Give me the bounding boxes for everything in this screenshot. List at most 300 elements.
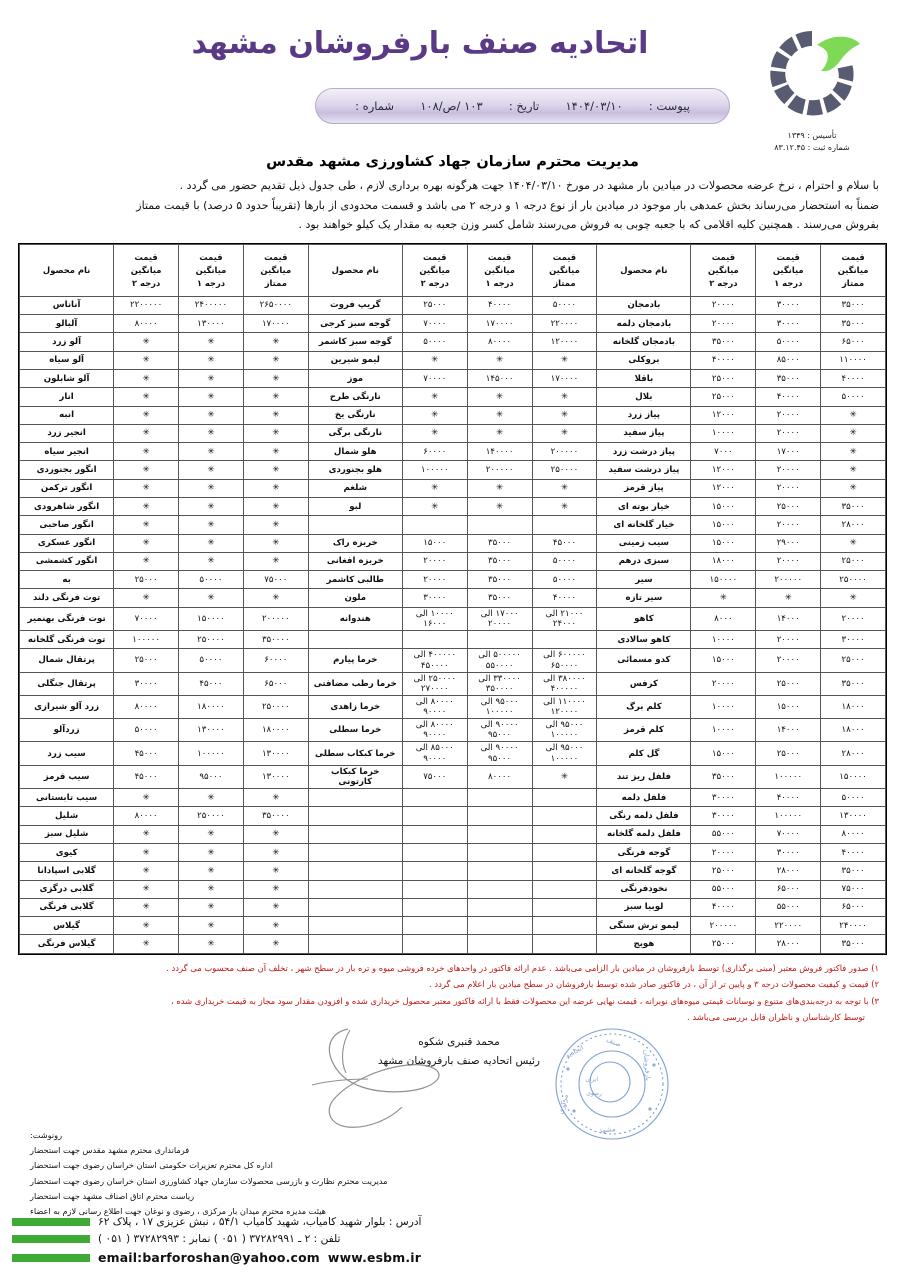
col-header-grade2: قیمت میانگین درجه ۲ [691,244,756,296]
cell-product-name: انگور ترکمن [20,479,114,497]
empty-cell [532,935,597,953]
cell-product-name: به [20,571,114,589]
table-row [20,719,886,742]
table-row [20,825,886,843]
svg-text:مشهد: مشهد [598,1125,617,1136]
cell-price-grade1: ✳ [179,552,244,570]
cell-price-grade2: ۲۰۰۰۰۰ [691,917,756,935]
cell-price-grade2: ۴۰۰۰۰۰ الی ۴۵۰۰۰۰ [402,649,467,672]
cell-price-premium: ۲۵۰۰۰۰ [821,571,886,589]
cell-product-name: گوجه فرنگی [597,843,691,861]
empty-cell [308,807,402,825]
cell-price-grade2: ۷۰۰۰۰ [114,607,179,630]
cell-price-grade2: ۷۰۰۰۰ [402,369,467,387]
cell-price-premium: ✳ [243,862,308,880]
cell-price-grade1: ۳۰۰۰۰ [756,296,821,314]
empty-cell [402,789,467,807]
cell-price-grade2: ۲۰۰۰۰ [691,296,756,314]
cell-price-grade1: ۳۰۰۰۰ [756,315,821,333]
cell-product-name: طالبی کاشمر [308,571,402,589]
cell-product-name: بلال [597,388,691,406]
cell-price-grade2: ۱۵۰۰۰۰ [691,571,756,589]
cell-price-grade2: ۲۰۰۰۰ [402,571,467,589]
cell-price-grade2: ✳ [114,424,179,442]
table-row [20,742,886,765]
cell-price-premium: ۲۴۰۰۰۰ [821,917,886,935]
cell-price-grade2: ۷۰۰۰ [691,443,756,461]
cell-price-premium: ۲۵۰۰۰۰ [532,461,597,479]
cell-price-grade2: ✳ [114,498,179,516]
cell-price-grade2: ✳ [114,552,179,570]
cell-product-name: گیلاس [20,917,114,935]
cell-price-grade1: ✳ [179,789,244,807]
empty-cell [402,862,467,880]
cell-price-premium: ✳ [243,498,308,516]
svg-text:بارفروشان: بارفروشان [641,1049,652,1082]
distribution-item: اداره کل محترم تعزیرات حکومتی استان خراسان رضوی جهت استحضار [30,1160,273,1171]
cell-product-name: هندوانه [308,607,402,630]
cell-price-grade2: ۱۰۰۰۰ [691,631,756,649]
cell-price-premium: ۸۰۰۰۰ [821,825,886,843]
cell-product-name: کرفس [597,672,691,695]
cell-price-grade1: ۱۴۰۰۰ [756,607,821,630]
cell-price-grade2: ۲۵۰۰۰ [691,369,756,387]
cell-price-premium: ✳ [243,917,308,935]
empty-cell [308,862,402,880]
union-logo-icon [757,18,867,126]
empty-cell [308,789,402,807]
cell-product-name: گل کلم [597,742,691,765]
table-row [20,935,886,953]
cell-price-premium: ۵۰۰۰۰ [821,388,886,406]
cell-product-name: آلبالو [20,315,114,333]
cell-price-grade1: ۲۰۰۰۰ [756,479,821,497]
empty-cell [467,789,532,807]
number-value: ۱۰۳ /ص/۱۰۸ [420,99,483,113]
cell-price-premium: ۱۱۰۰۰۰ [821,351,886,369]
cell-price-premium: ✳ [821,443,886,461]
cell-price-premium: ۱۷۰۰۰۰ [532,369,597,387]
cell-price-grade1: ۶۵۰۰۰ [756,880,821,898]
cell-price-grade1: ✳ [179,406,244,424]
cell-product-name: نارنگی برگی [308,424,402,442]
cell-price-grade1: ۳۵۰۰۰ [467,534,532,552]
cell-price-grade2: ✳ [402,424,467,442]
cell-price-premium: ۳۵۰۰۰ [821,315,886,333]
cell-price-grade1: ✳ [179,843,244,861]
empty-cell [532,898,597,916]
table-row [20,424,886,442]
cell-price-grade1: ✳ [179,880,244,898]
table-row [20,695,886,718]
cell-product-name: پرتقال جنگلی [20,672,114,695]
cell-product-name: گوجه سبز کاشمر [308,333,402,351]
cell-price-grade1: ✳ [467,406,532,424]
cell-price-premium: ✳ [243,461,308,479]
cell-price-grade1: ✳ [179,898,244,916]
cell-price-grade2: ۱۰۰۰۰۰ [402,461,467,479]
cell-price-grade1: ۲۵۰۰۰۰ [179,631,244,649]
cell-price-premium: ✳ [821,589,886,607]
cell-price-grade1: ۳۵۰۰۰ [467,552,532,570]
cell-price-premium: ✳ [821,479,886,497]
cell-price-premium: ۲۵۰۰۰ [821,552,886,570]
cell-price-grade1: ۹۵۰۰۰ الی ۱۰۰۰۰۰ [467,695,532,718]
cell-product-name: انگور بجنوردی [20,461,114,479]
cell-price-premium: ۷۵۰۰۰ [243,571,308,589]
cell-price-grade2: ۳۰۰۰۰ [691,807,756,825]
cell-product-name: سبزی درهم [597,552,691,570]
contact-website[interactable]: www.esbm.ir [327,1250,421,1265]
green-bar-icon [12,1235,90,1243]
cell-price-grade1: ۴۰۰۰۰ [467,296,532,314]
cell-price-premium: ✳ [243,843,308,861]
cell-price-premium: ۲۶۵۰۰۰۰ [243,296,308,314]
cell-price-premium: ✳ [243,534,308,552]
cell-price-premium: ✳ [821,424,886,442]
cell-price-grade1: ۱۴۵۰۰۰ [467,369,532,387]
cell-price-premium: ۲۰۰۰۰۰ [243,607,308,630]
cell-price-premium: ✳ [532,479,597,497]
cell-product-name: فلفل دلمه [597,789,691,807]
cell-price-premium: ✳ [243,369,308,387]
cell-product-name: سیر [597,571,691,589]
cell-price-premium: ✳ [532,388,597,406]
cell-product-name: گریپ فروت [308,296,402,314]
cell-product-name: بروکلی [597,351,691,369]
cell-price-grade1: ۱۷۰۰۰ الی ۲۰۰۰۰ [467,607,532,630]
cell-price-premium: ✳ [532,498,597,516]
table-row [20,649,886,672]
table-row [20,631,886,649]
cell-price-grade2: ۱۲۰۰۰ [691,479,756,497]
cell-price-grade1: ۳۵۰۰۰ [756,369,821,387]
cell-product-name: سیب زمینی [597,534,691,552]
cell-product-name: کیوی [20,843,114,861]
cell-price-grade2: ۷۰۰۰۰ [402,315,467,333]
cell-product-name: خرما کبکاب سطلی [308,742,402,765]
cell-product-name: فلفل دلمه گلخانه [597,825,691,843]
cell-price-premium: ✳ [243,424,308,442]
cell-price-grade1: ✳ [179,461,244,479]
cell-price-grade1: ۲۰۰۰۰ [756,406,821,424]
cell-price-grade2: ۲۵۰۰۰۰ الی ۲۷۰۰۰۰ [402,672,467,695]
intro-paragraph-1: با سلام و احترام ، نرخ عرضه محصولات در میادین بار مشهد در مورخ ۱۴۰۴/۰۳/۱۰ جهت هرگونه بهره برداری لازم ، طی جدول ذیل تقدیم حضور می گردد . [179,179,879,192]
cell-product-name: بادمجان دلمه [597,315,691,333]
cell-price-grade2: ✳ [402,498,467,516]
cell-price-grade1: ۲۰۰۰۰۰ [467,461,532,479]
cell-price-grade1: ✳ [179,479,244,497]
cell-price-grade1: ۱۳۰۰۰۰ [179,719,244,742]
cell-price-grade2: ۱۵۰۰۰ [691,742,756,765]
cell-price-grade1: ✳ [179,351,244,369]
cell-product-name: توت فرنگی دلند [20,589,114,607]
cell-product-name: موز [308,369,402,387]
table-row [20,765,886,788]
empty-cell [402,843,467,861]
cell-product-name: انگور کشمشی [20,552,114,570]
cell-price-grade2: ✳ [114,516,179,534]
cell-price-grade2: ✳ [114,898,179,916]
cell-price-premium: ✳ [532,765,597,788]
cell-price-grade2: ✳ [114,479,179,497]
cell-price-grade2: ۲۰۰۰۰ [691,672,756,695]
contact-address: آدرس : بلوار شهید کامیاب، شهید کامیاب ۵۴/۱ ، نبش عزیزی ۱۷ ، پلاک ۶۲ [98,1216,422,1228]
cell-price-grade1: ۵۰۰۰۰ [179,571,244,589]
cell-product-name: خرما پیارم [308,649,402,672]
cell-price-grade2: ۲۰۰۰۰ [402,552,467,570]
cell-price-premium: ۲۰۰۰۰ [821,607,886,630]
cell-price-grade1: ✳ [179,862,244,880]
cell-price-premium: ۱۵۰۰۰۰ [821,765,886,788]
cell-price-grade2: ۳۵۰۰۰ [691,333,756,351]
empty-cell [532,862,597,880]
cell-price-grade2: ۱۵۰۰۰ [691,516,756,534]
table-row [20,843,886,861]
cell-price-grade1: ۱۷۰۰۰ [756,443,821,461]
cell-price-grade1: ✳ [467,479,532,497]
cell-product-name: هلو بجنوردی [308,461,402,479]
cell-price-premium: ۱۸۰۰۰۰ [243,719,308,742]
cell-product-name: لیمو ترش سنگی [597,917,691,935]
cell-price-grade1: ۲۰۰۰۰ [756,631,821,649]
cell-price-grade1: ۲۰۰۰۰ [756,516,821,534]
separator-cell [467,516,532,534]
cell-product-name: گوجه گلخانه ای [597,862,691,880]
cell-price-grade2: ✳ [114,789,179,807]
cell-price-grade1: ✳ [467,498,532,516]
cell-price-grade2: ۲۵۰۰۰ [691,862,756,880]
cell-product-name: شلیل [20,807,114,825]
cell-price-grade1: ✳ [467,388,532,406]
empty-cell [532,789,597,807]
contact-phone: تلفن : ۲ ـ ۳۷۲۸۲۹۹۱ ( ۰۵۱ ) نمابر : ۳۷۲۸۲۹۹۳ ( ۰۵۱ ) [98,1233,341,1245]
cell-price-grade2: ۱۲۰۰۰ [691,406,756,424]
cell-price-premium: ✳ [243,935,308,953]
distribution-heading: رونوشت: [30,1130,63,1140]
cell-price-grade1: ۵۰۰۰۰۰ الی ۵۵۰۰۰۰ [467,649,532,672]
cell-price-grade1: ✳ [179,516,244,534]
cell-price-grade2: ۴۵۰۰۰ [114,742,179,765]
empty-cell [467,935,532,953]
cell-product-name: سیب قرمز [20,765,114,788]
cell-price-grade1: ۲۵۰۰۰۰ [179,807,244,825]
cell-price-grade2: ۱۲۰۰۰ [691,461,756,479]
cell-product-name: انگور صاحبی [20,516,114,534]
col-header-product-name: نام محصول [308,244,402,296]
cell-price-grade1: ۱۷۰۰۰۰ [467,315,532,333]
table-row [20,315,886,333]
cell-price-grade1: ۲۰۰۰۰ [756,649,821,672]
cell-product-name: آلو شابلون [20,369,114,387]
cell-product-name: سیب تابستانی [20,789,114,807]
cell-price-premium: ۲۵۰۰۰ [821,649,886,672]
cell-price-grade1: ۱۴۰۰۰۰ [467,443,532,461]
cell-price-premium: ۱۸۰۰۰ [821,695,886,718]
table-row [20,516,886,534]
cell-price-grade2: ۱۰۰۰۰ [691,424,756,442]
cell-price-grade1: ۲۸۰۰۰ [756,862,821,880]
logo-founded-line: تأسیس : ۱۳۴۹ [787,131,837,140]
cell-price-grade2: ✳ [114,825,179,843]
cell-price-premium: ✳ [243,789,308,807]
table-row [20,862,886,880]
cell-product-name: گلابی فرنگی [20,898,114,916]
cell-price-grade1: ✳ [179,369,244,387]
cell-price-premium: ۳۵۰۰۰ [821,862,886,880]
cell-price-grade1: ✳ [179,917,244,935]
cell-price-premium: ✳ [243,479,308,497]
cell-product-name: لبو [308,498,402,516]
footnote-3a: ۳) با توجه به درجه‌بندی‌های متنوع و نوسانات قیمتی میوه‌های نوبرانه ، قیمت نهایی عرضه این محصولات فقط با ارائه فاکتور معتبر محصول خریداری شده و افزودن مقدار سود مجاز به قیمت خریداری شده ، [170,995,879,1006]
table-row [20,461,886,479]
cell-product-name: پیاز درشت زرد [597,443,691,461]
cell-price-premium: ✳ [243,443,308,461]
price-table-body [20,296,886,953]
cell-price-premium: ۱۲۰۰۰۰ [532,333,597,351]
table-row [20,589,886,607]
signatory-name: محمد قنبری شکوه [418,1036,500,1049]
intro-block [26,154,879,235]
cell-product-name: آناناس [20,296,114,314]
cell-price-grade1: ۸۵۰۰۰ [756,351,821,369]
empty-cell [308,880,402,898]
cell-price-grade2: ۱۸۰۰۰ [691,552,756,570]
cell-price-grade2: ✳ [114,589,179,607]
empty-cell [402,880,467,898]
cell-price-premium: ۱۳۰۰۰۰ [243,742,308,765]
svg-text:مرکزی: مرکزی [556,1093,570,1116]
cell-price-grade2: ۵۵۰۰۰ [691,825,756,843]
cell-price-grade1: ۱۰۰۰۰۰ [179,742,244,765]
cell-price-grade1: ۱۸۰۰۰۰ [179,695,244,718]
cell-product-name: سیر تازه [597,589,691,607]
cell-price-grade2: ۵۰۰۰۰ [114,719,179,742]
cell-price-grade2: ۲۵۰۰۰ [402,296,467,314]
col-header-premium: قیمت میانگین ممتاز [821,244,886,296]
distribution-list [0,1128,905,1219]
table-row [20,388,886,406]
cell-price-premium: ✳ [243,589,308,607]
cell-price-grade1: ۲۰۰۰۰۰ [756,571,821,589]
cell-price-grade2: ۴۰۰۰۰ [691,898,756,916]
cell-price-grade1: ✳ [179,589,244,607]
cell-product-name: کدو مسمائی [597,649,691,672]
cell-price-grade2: ۳۵۰۰۰ [691,765,756,788]
cell-price-grade2: ۳۰۰۰۰ [402,589,467,607]
contact-address-row [12,1216,905,1228]
intro-paragraph-3: بفروش می‌رسند . همچنین کلیه اقلامی که با جعبه چوبی به فروش می‌رسند شامل کسر وزن جعبه به مقدار یک کیلو خواهند بود . [298,218,879,232]
cell-price-grade1: ۴۵۰۰۰ [179,672,244,695]
empty-cell [308,917,402,935]
table-row [20,333,886,351]
table-row [20,369,886,387]
cell-price-grade1: ۵۰۰۰۰ [179,649,244,672]
cell-product-name: پیاز قرمز [597,479,691,497]
cell-price-premium: ✳ [243,351,308,369]
cell-product-name: گلابی اسپادانا [20,862,114,880]
empty-cell [402,825,467,843]
footnotes-block [26,960,879,1026]
cell-product-name: فلفل دلمه رنگی [597,807,691,825]
cell-product-name: شلغم [308,479,402,497]
table-row [20,296,886,314]
cell-product-name: انگور شاهرودی [20,498,114,516]
table-row [20,443,886,461]
cell-price-premium: ۳۵۰۰۰ [821,498,886,516]
cell-price-grade1: ۱۰۰۰۰۰ [756,807,821,825]
separator-cell [467,631,532,649]
empty-cell [467,807,532,825]
cell-price-premium: ۲۸۰۰۰ [821,742,886,765]
official-stamp [550,1025,675,1143]
cell-product-name: انار [20,388,114,406]
cell-product-name: زردآلو [20,719,114,742]
table-row [20,917,886,935]
cell-price-premium: ۳۵۰۰۰۰ [243,631,308,649]
cell-price-grade2: ۵۵۰۰۰ [691,880,756,898]
table-row [20,479,886,497]
col-header-product-name: نام محصول [597,244,691,296]
cell-price-premium: ۱۸۰۰۰ [821,719,886,742]
price-table-head [20,244,886,296]
cell-price-grade1: ۲۰۰۰۰ [756,461,821,479]
cell-price-premium: ۵۰۰۰۰ [532,552,597,570]
cell-price-grade1: ۵۵۰۰۰ [756,898,821,916]
table-row [20,534,886,552]
cell-product-name: خربزه افغانی [308,552,402,570]
cell-price-premium: ✳ [243,825,308,843]
cell-price-grade2: ۱۰۰۰۰ الی ۱۶۰۰۰ [402,607,467,630]
cell-price-grade2: ✳ [402,388,467,406]
cell-product-name: انگور عسکری [20,534,114,552]
cell-price-grade1: ۲۵۰۰۰ [756,672,821,695]
cell-price-grade2: ۲۵۰۰۰ [114,649,179,672]
cell-price-grade2: ✳ [114,369,179,387]
cell-price-grade1: ✳ [179,443,244,461]
cell-product-name: کاهو [597,607,691,630]
price-table [19,244,886,954]
col-header-grade1: قیمت میانگین درجه ۱ [179,244,244,296]
cell-price-grade2: ✳ [114,333,179,351]
cell-price-grade1: ۹۰۰۰۰ الی ۹۵۰۰۰ [467,742,532,765]
footnote-3b: توسط کارشناسان و ناظران قابل بررسی می‌باشد . [687,1011,865,1022]
cell-price-premium: ۲۱۰۰۰ الی ۲۴۰۰۰ [532,607,597,630]
cell-price-grade2: ✳ [114,443,179,461]
cell-price-grade2: ✳ [402,406,467,424]
cell-price-grade2: ✳ [114,388,179,406]
cell-price-grade1: ✳ [179,498,244,516]
attachment-label: پیوست : [648,99,690,113]
table-row [20,351,886,369]
cell-product-name: انجیر سیاه [20,443,114,461]
cell-price-grade2: ✳ [114,351,179,369]
col-header-product-name: نام محصول [20,244,114,296]
empty-cell [402,917,467,935]
separator-cell [308,516,402,534]
cell-price-grade2: ۸۰۰۰۰ الی ۹۰۰۰۰ [402,695,467,718]
cell-price-grade1: ✳ [179,388,244,406]
cell-price-grade2: ۲۰۰۰۰ [691,843,756,861]
cell-product-name: کاهو سالادی [597,631,691,649]
cell-product-name: خیار بوته ای [597,498,691,516]
separator-cell [402,516,467,534]
empty-cell [467,862,532,880]
cell-product-name: کلم قرمز [597,719,691,742]
cell-price-grade2: ۵۰۰۰۰ [402,333,467,351]
contact-email[interactable]: email:barforoshan@yahoo.com [98,1250,320,1265]
cell-price-grade2: ۲۰۰۰۰ [691,315,756,333]
